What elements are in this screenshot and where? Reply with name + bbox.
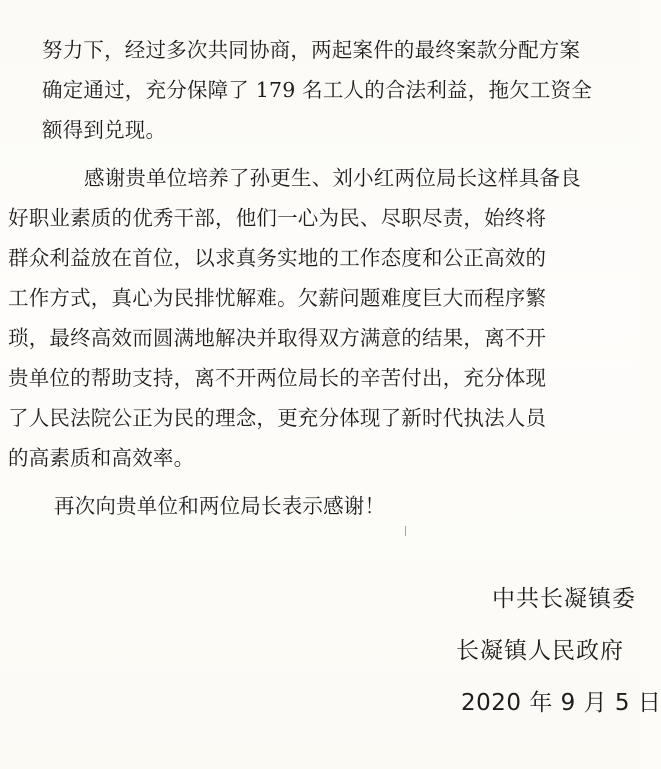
paragraph-2-line-5: 琐，最终高效而圆满地解决并取得双方满意的结果，离不开 — [8, 326, 547, 350]
paragraph-2-line-7: 了人民法院公正为民的理念，更充分体现了新时代执法人员 — [8, 406, 547, 430]
signature-org-party-committee: 中共长凝镇委 — [492, 586, 636, 612]
paragraph-2-line-2: 好职业素质的优秀干部，他们一心为民、尽职尽责，始终将 — [8, 206, 547, 230]
paragraph-2-line-1: 感谢贵单位培养了孙更生、刘小红两位局长这样具备良 — [84, 166, 581, 190]
scan-mark — [405, 526, 406, 536]
paragraph-1-line-3: 额得到兑现。 — [42, 118, 167, 142]
paragraph-2-line-3: 群众利益放在首位，以求真务实地的工作态度和公正高效的 — [8, 246, 547, 270]
paragraph-2-line-4: 工作方式，真心为民排忧解难。欠薪问题难度巨大而程序繁 — [8, 286, 547, 310]
paragraph-2-line-8: 的高素质和高效率。 — [8, 446, 195, 470]
paragraph-2-line-6: 贵单位的帮助支持，离不开两位局长的辛苦付出，充分体现 — [8, 366, 547, 390]
paragraph-1-line-2: 确定通过，充分保障了 179 名工人的合法利益，拖欠工资全 — [42, 78, 592, 102]
signature-date: 2020 年 9 月 5 日 — [461, 690, 661, 716]
signature-org-government: 长凝镇人民政府 — [456, 638, 624, 664]
paragraph-3: 再次向贵单位和两位局长表示感谢！ — [54, 494, 386, 518]
paragraph-1-line-1: 努力下，经过多次共同协商，两起案件的最终案款分配方案 — [42, 38, 581, 62]
